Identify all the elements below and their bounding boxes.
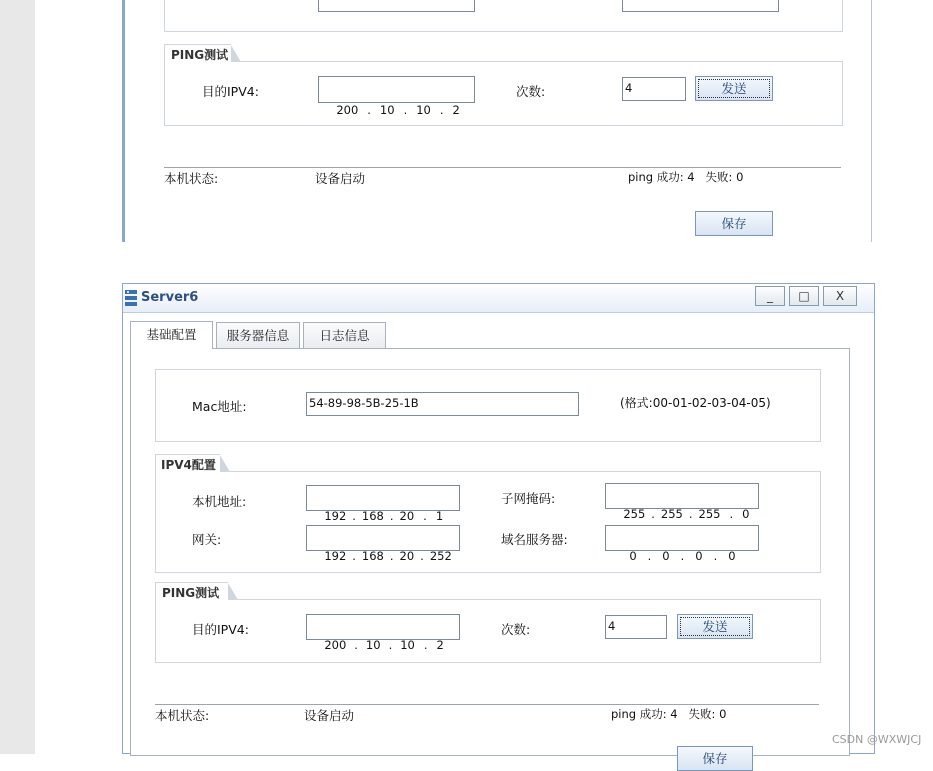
octet: 0 [695, 549, 703, 563]
gateway-label: 网关: [192, 532, 222, 547]
dest-ip-label: 目的IPV4: [192, 622, 249, 637]
octet: 255 [623, 507, 646, 521]
top-gateway-input[interactable] [318, 0, 475, 12]
close-button[interactable]: X [823, 286, 857, 306]
ping-result: ping 成功: 4 失败: 0 [611, 707, 727, 721]
watermark: CSDN @WXWJCJ [832, 733, 922, 746]
octet: 20 [399, 549, 415, 563]
top-dest-ip-label: 目的IPV4: [202, 84, 259, 99]
octet: 0 [662, 549, 670, 563]
ping-legend: PING测试 [162, 586, 220, 600]
octet: 20 [399, 509, 415, 523]
local-ip-label: 本机地址: [192, 494, 247, 509]
octet: 0 [728, 549, 736, 563]
maximize-button[interactable]: □ [789, 286, 819, 306]
octet: 252 [429, 549, 452, 563]
mac-label: Mac地址: [192, 399, 247, 414]
octet: 0 [742, 507, 750, 521]
octet: 192 [324, 509, 347, 523]
octet: 10 [416, 103, 431, 117]
local-ip-field[interactable]: 192 . 168 . 20 . 1 [306, 485, 460, 511]
status-value: 设备启动 [304, 708, 355, 723]
top-ping-legend: PING测试 [171, 48, 229, 62]
ipv4-legend: IPV4配置 [161, 458, 216, 472]
window-title: Server6 [141, 290, 199, 305]
send-button[interactable]: 发送 [677, 614, 753, 639]
octet: 168 [361, 509, 384, 523]
status-divider [155, 704, 819, 705]
top-count-label: 次数: [516, 84, 546, 99]
subnet-mask-field[interactable]: 255 . 255 . 255 . 0 [605, 483, 759, 509]
tab-log-info[interactable]: 日志信息 [303, 322, 386, 348]
top-ping-result: ping 成功: 4 失败: 0 [628, 170, 744, 184]
top-status-label: 本机状态: [164, 171, 219, 186]
count-input[interactable]: 4 [605, 615, 667, 639]
octet: 255 [660, 507, 683, 521]
tab-basic-config[interactable]: 基础配置 [130, 321, 213, 349]
minimize-button[interactable]: _ [755, 286, 785, 306]
top-status-value: 设备启动 [315, 171, 366, 186]
octet: 10 [379, 103, 395, 117]
dns-field[interactable]: 0 . 0 . 0 . 0 [605, 525, 759, 551]
mac-format-hint: (格式:00-01-02-03-04-05) [620, 396, 771, 410]
octet: 1 [435, 509, 444, 523]
octet: 10 [365, 638, 381, 652]
octet: 10 [400, 638, 415, 652]
octet: 0 [629, 549, 637, 563]
octet: 192 [324, 549, 347, 563]
mac-input[interactable]: 54-89-98-5B-25-1B [306, 392, 579, 416]
top-count-input[interactable]: 4 [622, 77, 686, 101]
status-label: 本机状态: [155, 708, 210, 723]
octet: 2 [452, 103, 460, 117]
page-margin-left [0, 0, 35, 754]
gateway-field[interactable]: 192 . 168 . 20 . 252 [306, 525, 460, 551]
top-status-divider [164, 167, 841, 168]
dns-label: 域名服务器: [501, 532, 568, 547]
dest-ip-field[interactable]: 200 . 10 . 10 . 2 [306, 614, 460, 640]
subnet-mask-label: 子网掩码: [501, 491, 556, 506]
server-app-icon [124, 289, 138, 307]
count-label: 次数: [501, 622, 531, 637]
tab-server-info[interactable]: 服务器信息 [216, 322, 300, 348]
octet: 200 [324, 638, 347, 652]
top-dest-ip-field[interactable]: 200 . 10 . 10 . 2 [318, 76, 475, 103]
octet: 255 [698, 507, 721, 521]
octet: 200 [336, 103, 359, 117]
save-button[interactable]: 保存 [677, 746, 753, 771]
octet: 2 [436, 638, 444, 652]
top-dns-input[interactable] [622, 0, 779, 12]
top-send-button[interactable]: 发送 [695, 76, 773, 101]
octet: 168 [361, 549, 384, 563]
top-save-button[interactable]: 保存 [695, 211, 773, 236]
